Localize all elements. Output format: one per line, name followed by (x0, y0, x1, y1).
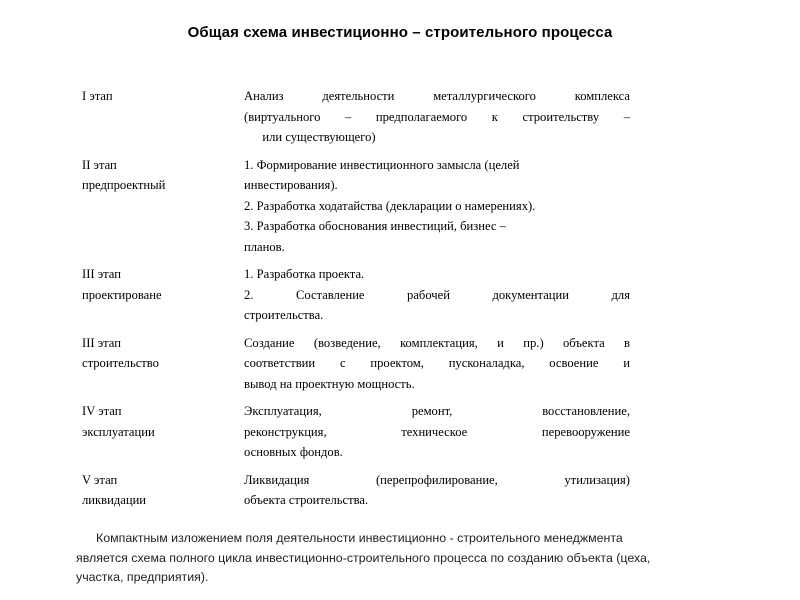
stage-description (244, 260, 640, 329)
stage-line: I этап (82, 89, 113, 103)
footer-line: Компактным изложением поля деятельности инвестиционно - строительного менеджмента (96, 531, 623, 545)
description-line: Создание (возведение, комплектация, и пр.) объекта в (244, 335, 630, 350)
description-line: 3. Разработка обоснования инвестиций, бизнес – (244, 219, 506, 233)
stage-name (74, 329, 244, 398)
description-line: объекта строительства. (244, 493, 369, 507)
stage-name (74, 151, 244, 261)
table-row (74, 151, 640, 261)
description-line: инвестирования). (244, 178, 338, 192)
stage-name (74, 82, 244, 151)
stage-description (244, 82, 640, 151)
table-row (74, 466, 640, 514)
stage-line: предпроектный (82, 178, 166, 192)
description-line: 1. Разработка проекта. (244, 267, 365, 281)
description-line: планов. (244, 239, 285, 254)
description-line: 1. Формирование инвестиционного замысла (целей (244, 157, 520, 172)
description-line: Эксплуатация, ремонт, восстановление, (244, 404, 630, 418)
description-line: Ликвидация (перепрофилирование, утилизация) (244, 472, 630, 487)
footer-line: участка, предприятия). (76, 570, 209, 584)
description-line: реконструкция, техническое перевооружение (244, 424, 630, 439)
stage-description (244, 329, 640, 398)
description-line: или существующего) (262, 130, 376, 144)
stage-line: эксплуатации (82, 424, 155, 439)
stage-name (74, 397, 244, 466)
stage-line: II этап (82, 157, 117, 172)
description-line: основных фондов. (244, 445, 343, 459)
stages-table (74, 82, 640, 514)
footer-line: является схема полного цикла инвестиционно-строительного процесса по созданию объекта (цеха, (76, 550, 651, 565)
stage-line: ликвидации (82, 493, 147, 507)
table-row (74, 329, 640, 398)
table-row (74, 82, 640, 151)
stage-line: строительство (82, 356, 159, 370)
description-line: (виртуального – предполагаемого к строительству – (244, 109, 630, 124)
description-line: вывод на проектную мощность. (244, 376, 415, 391)
description-line: 2. Разработка ходатайства (декларации о намерениях). (244, 198, 536, 213)
stage-line: IV этап (82, 404, 122, 418)
page-title: Общая схема инвестиционно – строительного процесса (187, 24, 613, 41)
stage-name (74, 466, 244, 514)
footer-paragraph (76, 529, 716, 588)
stage-name (74, 260, 244, 329)
stage-line: III этап (82, 335, 121, 350)
description-line: Анализ деятельности металлургического комплекса (244, 89, 630, 103)
table-row (74, 397, 640, 466)
description-line: соответствии с проектом, пусконаладка, освоение и (244, 356, 630, 370)
description-line: строительства. (244, 308, 324, 322)
stage-description (244, 397, 640, 466)
description-line: 2. Составление рабочей документации для (244, 287, 630, 302)
stage-description (244, 151, 640, 261)
stage-line: V этап (82, 472, 118, 487)
stage-description (244, 466, 640, 514)
stage-line: проектироване (82, 287, 162, 302)
table-row (74, 260, 640, 329)
stage-line: III этап (82, 267, 121, 281)
